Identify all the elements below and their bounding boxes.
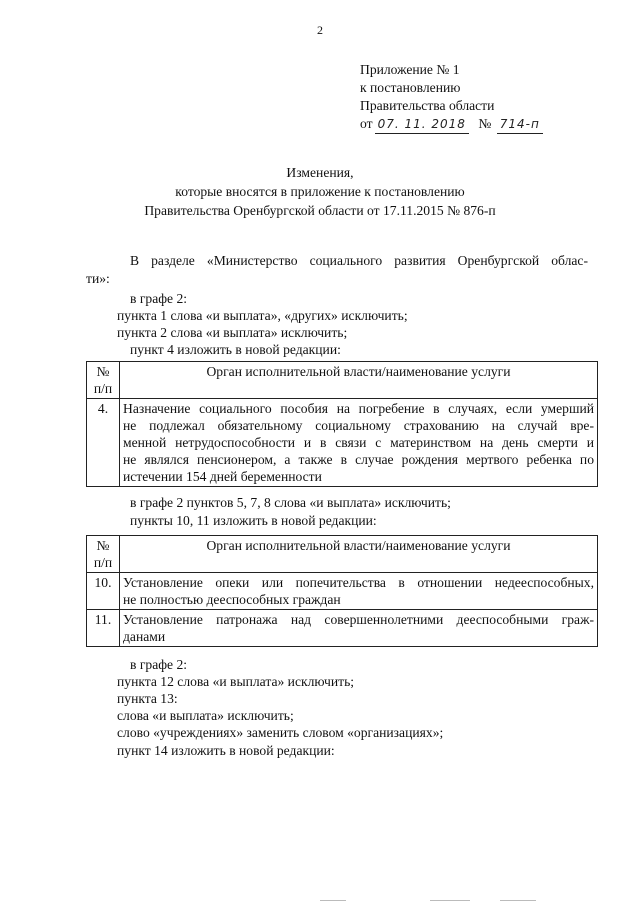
services-table-1 [86,361,598,487]
header-text-cell: Орган исполнительной власти/наименование услуги [120,362,598,399]
row-text-line: менной нетрудоспособности и в связи с материнством на день смерти и [123,435,594,450]
row-num-cell: 10. [87,573,120,610]
middle-line-1: в графе 2 пунктов 5, 7, 8 слова «и выплата» исключить; [130,495,451,510]
row-text-line: данами [123,629,166,644]
row-num-cell: 4. [87,399,120,487]
title-line-3: Правительства Оренбургской области от 17.11.2015 № 876-п [144,203,496,218]
ending-line-2: пункта 12 слова «и выплата» исключить; [117,674,355,689]
header-num-cell [87,362,120,399]
ending-line-5: слово «учреждениях» заменить словом «организациях»; [117,725,444,740]
header-num-cell [87,536,120,573]
table-row [87,399,598,487]
page-number: 2 [317,23,323,37]
row-num-cell: 11. [87,610,120,647]
middle-line-2: пункты 10, 11 изложить в новой редакции: [130,513,377,528]
table-row [87,610,598,647]
intro-line-3: в графе 2: [130,291,188,306]
handwritten-number: 714-п [497,116,543,134]
row-text-cell [120,610,598,647]
date-prefix: от [360,116,373,131]
row-text-line: не являлся пенсионером, а также в случае рождения мертвого ребенка по [123,452,594,467]
title-line-1: Изменения, [286,165,354,180]
scan-mark [500,900,536,901]
header-num-symbol: № [96,538,110,553]
intro-line-5: пункта 2 слова «и выплата» исключить; [117,325,348,340]
document-title [0,164,640,221]
table-row [87,573,598,610]
appendix-line-2: к постановлению [360,80,461,95]
row-text-cell [120,573,598,610]
appendix-header [360,61,610,133]
appendix-line-1: Приложение № 1 [360,62,460,77]
row-text-line: истечении 154 дней беременности [123,469,322,484]
intro-line-2: ти»: [86,271,110,286]
header-num-label: п/п [93,555,113,570]
table-header-row [87,362,598,399]
number-prefix: № [478,116,492,131]
row-text-line: не полностью дееспособных граждан [123,592,341,607]
intro-line-4: пункта 1 слова «и выплата», «других» исключить; [117,308,408,323]
services-table-2 [86,535,598,647]
row-text-line: Установление патронажа над совершеннолетними дееспособными граж- [123,612,594,627]
title-line-2: которые вносятся в приложение к постановлению [175,184,465,199]
row-text-line: Назначение социального пособия на погребение в случаях, если умерший [123,401,594,416]
row-text-line: Установление опеки или попечительства в отношении недееспособных, [123,575,594,590]
intro-line-1: В разделе «Министерство социального развития Оренбургской облас- [130,253,588,268]
handwritten-date: 07. 11. 2018 [375,116,469,134]
ending-line-3: пункта 13: [117,691,178,706]
row-text-line: не подлежал обязательному социальному страхованию на случай вре- [123,418,594,433]
scan-mark [320,900,346,901]
header-num-label: п/п [93,381,113,396]
table-header-row [87,536,598,573]
intro-line-6: пункт 4 изложить в новой редакции: [130,342,341,357]
ending-line-1: в графе 2: [130,657,188,672]
header-num-symbol: № [96,364,110,379]
appendix-line-3: Правительства области [360,98,495,113]
ending-line-4: слова «и выплата» исключить; [117,708,294,723]
scan-mark [430,900,470,901]
appendix-date-line [360,115,610,133]
ending-line-6: пункт 14 изложить в новой редакции: [117,743,335,758]
row-text-cell [120,399,598,487]
header-text-cell: Орган исполнительной власти/наименование услуги [120,536,598,573]
